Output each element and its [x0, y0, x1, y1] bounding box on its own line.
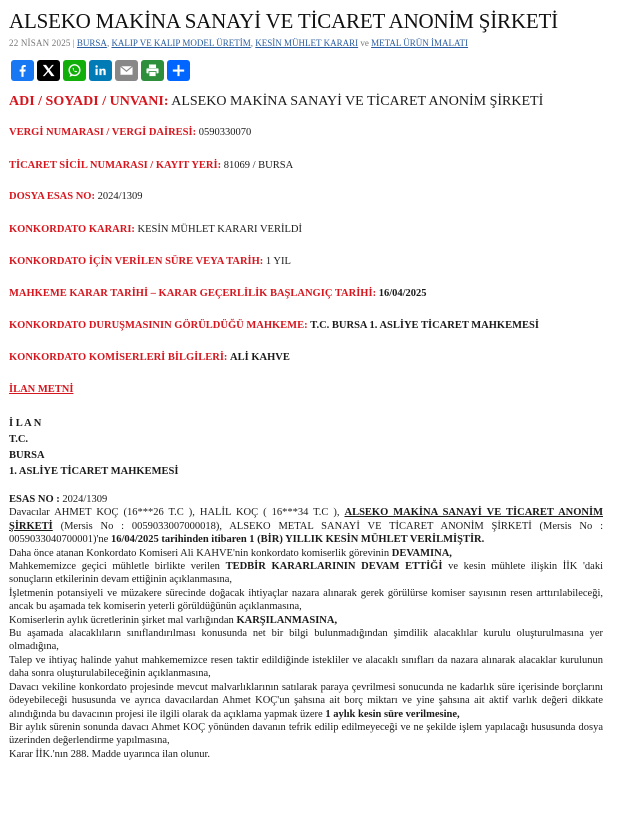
field-value: 16/04/2025 [378, 288, 427, 299]
field-label: KONKORDATO KOMİSERLERİ BİLGİLERİ: [9, 352, 228, 363]
paragraph: İşletmenin potansiyeli ve müzakere sürecinde doğacak ihtiyaçlar nazara alınarak gerek görülürse komiser sayısının resen arttırılabileceği, ancak bu aşamada tek komiserin yeterli görüldüğünün açıklanmasına, [9, 587, 603, 613]
facebook-share-button[interactable] [11, 60, 34, 81]
paragraph: Davacı vekiline konkordato projesinde mevcut malvarlıklarının satılarak paraya çevrilmesi sonucunda ne kadarlık süre içerisinde borçlarını ödeyebileceği hususunda ve ayrıca davacılardan Ahmet KOÇ'un şahsına ait borç miktarı ve yine şahsına ait aktif varlık değeri dikkate alındığında bu davacının projesi ile ilgili olarak da açıklama yapmak üzere 1 aylık kesin süre verilmesine, [9, 681, 603, 720]
paragraph: Talep ve ihtiyaç halinde yahut mahkememizce resen taktir edildiğinde istekliler ve alacaklı sınıfları da nazara alınarak alacaklar kurulunun daha sonra oluşturulabileceğinin açıklanmasına, [9, 654, 603, 680]
print-icon [144, 62, 161, 79]
post-meta: 22 NİSAN 2025 | BURSA, KALIP VE KALIP MODEL ÜRETİM, KESİN MÜHLET KARARI ve METAL ÜRÜN İMALATI [9, 38, 469, 48]
field-label: DOSYA ESAS NO: [9, 191, 95, 202]
field-value: 81069 / BURSA [223, 160, 294, 171]
ilan-metni-link[interactable]: İLAN METNİ [9, 384, 74, 395]
facebook-icon [14, 62, 31, 79]
ilan-metni-row [9, 384, 73, 395]
field-value: ALSEKO MAKİNA SANAYİ VE TİCARET ANONİM ŞİRKETİ [171, 94, 544, 109]
field-label: KONKORDATO DURUŞMASININ GÖRÜLDÜĞÜ MAHKEME: [9, 320, 308, 331]
paragraph: Bu aşamada alacaklıların sınıflandırılması konusunda net bir bilgi bulunmadığından şimdilik alacaklılar kurulu oluşturulmasına yer olmadığına, [9, 628, 603, 653]
field-label: KONKORDATO KARARI: [9, 224, 135, 235]
field-trade-registry [9, 160, 293, 171]
field-decision [9, 224, 302, 235]
field-label: MAHKEME KARAR TARİHİ – KARAR GEÇERLİLİK BAŞLANGIÇ TARİHİ: [9, 288, 377, 299]
field-label: ADI / SOYADI / UNVANI: [9, 94, 169, 109]
field-court [9, 320, 539, 331]
field-label: TİCARET SİCİL NUMARASI / KAYIT YERİ: [9, 160, 222, 171]
x-icon [40, 62, 57, 79]
whatsapp-icon [66, 62, 83, 79]
court-header-line: İ L A N [9, 418, 42, 429]
field-commissioner [9, 352, 290, 363]
category-link-bursa[interactable]: BURSA [76, 38, 107, 48]
paragraph: Mahkememizce geçici mühletle birlikte verilen TEDBİR KARARLARININ DEVAM ETTİĞİ ve kesin mühlete ilişkin İİK 'daki sonuçların etkilerinin devam ettiğinin açıklanmasına, [9, 561, 603, 586]
share-button[interactable] [167, 60, 190, 81]
category-link-kesin-muhlet[interactable]: KESİN MÜHLET KARARI [255, 38, 359, 48]
field-value: 0590330070 [198, 127, 252, 138]
field-value: 1 YIL [265, 256, 291, 267]
field-value: T.C. BURSA 1. ASLİYE TİCARET MAHKEMESİ [310, 320, 539, 331]
share-icon [170, 62, 187, 79]
field-tax [9, 127, 251, 138]
share-bar [11, 60, 190, 81]
field-decision-date [9, 288, 427, 299]
email-share-button[interactable] [115, 60, 138, 81]
field-period [9, 256, 291, 267]
field-label: VERGİ NUMARASI / VERGİ DAİRESİ: [9, 127, 197, 138]
print-share-button[interactable] [141, 60, 164, 81]
field-label: KONKORDATO İÇİN VERİLEN SÜRE VEYA TARİH: [9, 256, 264, 267]
category-link-kalip[interactable]: KALIP VE KALIP MODEL ÜRETİM [111, 38, 251, 48]
court-header-line: 1. ASLİYE TİCARET MAHKEMESİ [9, 466, 179, 477]
linkedin-icon [92, 62, 109, 79]
post-date: 22 NİSAN 2025 [9, 38, 71, 48]
esas-no-line: ESAS NO : 2024/1309 [9, 494, 108, 505]
linkedin-share-button[interactable] [89, 60, 112, 81]
court-header [9, 416, 178, 480]
field-value: KESİN MÜHLET KARARI VERİLDİ [137, 224, 302, 235]
page-title: ALSEKO MAKİNA SANAYİ VE TİCARET ANONİM ŞİRKETİ [9, 9, 558, 33]
paragraph: Davacılar AHMET KOÇ (16***26 T.C ), HALİL KOÇ ( 16***34 T.C ), ALSEKO MAKİNA SANAYİ VE TİCARET ANONİM ŞİRKETİ (Mersis No : 0059033007000018), ALSEKO METAL SANAYİ VE TİCARET ANONİM ŞİRKETİ (Mersis No : 0059033040700001)'ne 16/04/2025 tarihinden itibaren 1 (BİR) YILLIK KESİN MÜHLET VERİLMİŞTİR. [9, 507, 604, 546]
email-icon [118, 62, 135, 79]
court-header-line: BURSA [9, 450, 45, 461]
whatsapp-share-button[interactable] [63, 60, 86, 81]
category-link-metal[interactable]: METAL ÜRÜN İMALATI [371, 38, 469, 48]
paragraph: Karar İİK.'nın 288. Madde uyarınca ilan olunur. [9, 748, 211, 760]
paragraph: Komiserlerin aylık ücretlerinin şirket mal varlığından KARŞILANMASINA, [9, 614, 338, 626]
field-value: ALİ KAHVE [230, 352, 290, 363]
paragraph: Daha önce atanan Konkordato Komiseri Ali KAHVE'nin konkordato komiserlik görevinin DEVAMINA, [9, 547, 452, 559]
field-name [9, 94, 543, 110]
field-file-no [9, 191, 143, 202]
paragraph: Bir aylık sürenin sonunda davacı Ahmet KOÇ yönünden davanın tefrik edilip edilmeyeceği ve ne şekilde işlem yapılacağı hususunda dosya üzerinden değerlendirme yapılmasına, [9, 721, 603, 747]
field-value: 2024/1309 [97, 191, 143, 202]
x-share-button[interactable] [37, 60, 60, 81]
announcement-body [9, 493, 603, 761]
court-header-line: T.C. [9, 434, 29, 445]
